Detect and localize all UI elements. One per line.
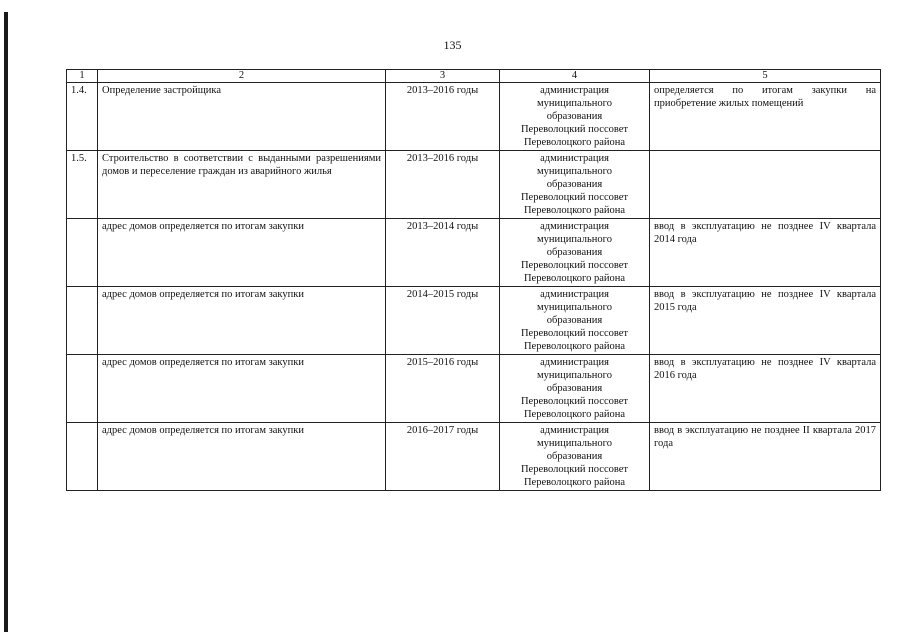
period: 2013–2016 годы	[386, 83, 500, 151]
period: 2013–2016 годы	[386, 151, 500, 219]
executor-line: образования	[546, 247, 603, 258]
header-col-1: 1	[67, 70, 98, 83]
period: 2016–2017 годы	[386, 423, 500, 491]
executor-line: образования	[546, 451, 603, 462]
executor-line: Переволоцкий поссовет	[520, 396, 629, 407]
expected-result: ввод в эксплуатацию не позднее IV квартала 2016 года	[650, 355, 881, 423]
executor-line: муниципального	[537, 438, 612, 449]
executor-line: муниципального	[537, 98, 612, 109]
header-col-4: 4	[500, 70, 650, 83]
measure-name: Определение застройщика	[98, 83, 386, 151]
executor-line: муниципального	[537, 166, 612, 177]
executor-line: администрация	[540, 153, 609, 164]
executor-line: образования	[546, 179, 603, 190]
row-number	[67, 287, 98, 355]
executor-line: Переволоцкого района	[523, 205, 626, 216]
measure-name: Строительство в соответствии с выданными разрешениями домов и переселение граждан из аварийного жилья	[98, 151, 386, 219]
measure-name: адрес домов определяется по итогам закупки	[98, 423, 386, 491]
executor	[500, 287, 650, 355]
measure-name: адрес домов определяется по итогам закупки	[98, 355, 386, 423]
executor	[500, 83, 650, 151]
executor-line: администрация	[540, 357, 609, 368]
executor-line: Переволоцкого района	[523, 273, 626, 284]
row-number: 1.5.	[67, 151, 98, 219]
expected-result: ввод в эксплуатацию не позднее IV квартала 2014 года	[650, 219, 881, 287]
measure-name: адрес домов определяется по итогам закупки	[98, 287, 386, 355]
executor-line: администрация	[540, 289, 609, 300]
table-row	[67, 219, 881, 287]
program-table	[66, 69, 881, 491]
row-number	[67, 355, 98, 423]
row-number	[67, 423, 98, 491]
executor-line: Переволоцкий поссовет	[520, 124, 629, 135]
executor-line: Переволоцкий поссовет	[520, 192, 629, 203]
expected-result: определяется по итогам закупки на приобретение жилых помещений	[650, 83, 881, 151]
executor-line: муниципального	[537, 234, 612, 245]
executor-line: образования	[546, 111, 603, 122]
executor-line: Переволоцкого района	[523, 477, 626, 488]
header-col-2: 2	[98, 70, 386, 83]
executor-line: Переволоцкого района	[523, 137, 626, 148]
scan-edge-bar	[4, 12, 8, 632]
executor-line: администрация	[540, 85, 609, 96]
executor-line: Переволоцкий поссовет	[520, 260, 629, 271]
period: 2014–2015 годы	[386, 287, 500, 355]
period: 2015–2016 годы	[386, 355, 500, 423]
executor-line: Переволоцкого района	[523, 409, 626, 420]
executor-line: Переволоцкого района	[523, 341, 626, 352]
table-row	[67, 355, 881, 423]
expected-result: ввод в эксплуатацию не позднее IV квартала 2015 года	[650, 287, 881, 355]
period: 2013–2014 годы	[386, 219, 500, 287]
executor-line: Переволоцкий поссовет	[520, 464, 629, 475]
expected-result: ввод в эксплуатацию не позднее II квартала 2017 года	[650, 423, 881, 491]
table-row	[67, 287, 881, 355]
table-row	[67, 151, 881, 219]
page-number: 135	[443, 38, 462, 52]
table-row	[67, 83, 881, 151]
measure-name: адрес домов определяется по итогам закупки	[98, 219, 386, 287]
executor	[500, 219, 650, 287]
executor	[500, 151, 650, 219]
executor-line: муниципального	[537, 302, 612, 313]
table-row	[67, 423, 881, 491]
executor-line: образования	[546, 315, 603, 326]
row-number: 1.4.	[67, 83, 98, 151]
executor	[500, 355, 650, 423]
header-row	[67, 70, 881, 83]
executor-line: администрация	[540, 221, 609, 232]
header-col-3: 3	[386, 70, 500, 83]
executor-line: Переволоцкий поссовет	[520, 328, 629, 339]
expected-result	[650, 151, 881, 219]
header-col-5: 5	[650, 70, 881, 83]
executor-line: муниципального	[537, 370, 612, 381]
executor-line: администрация	[540, 425, 609, 436]
executor-line: образования	[546, 383, 603, 394]
executor	[500, 423, 650, 491]
row-number	[67, 219, 98, 287]
